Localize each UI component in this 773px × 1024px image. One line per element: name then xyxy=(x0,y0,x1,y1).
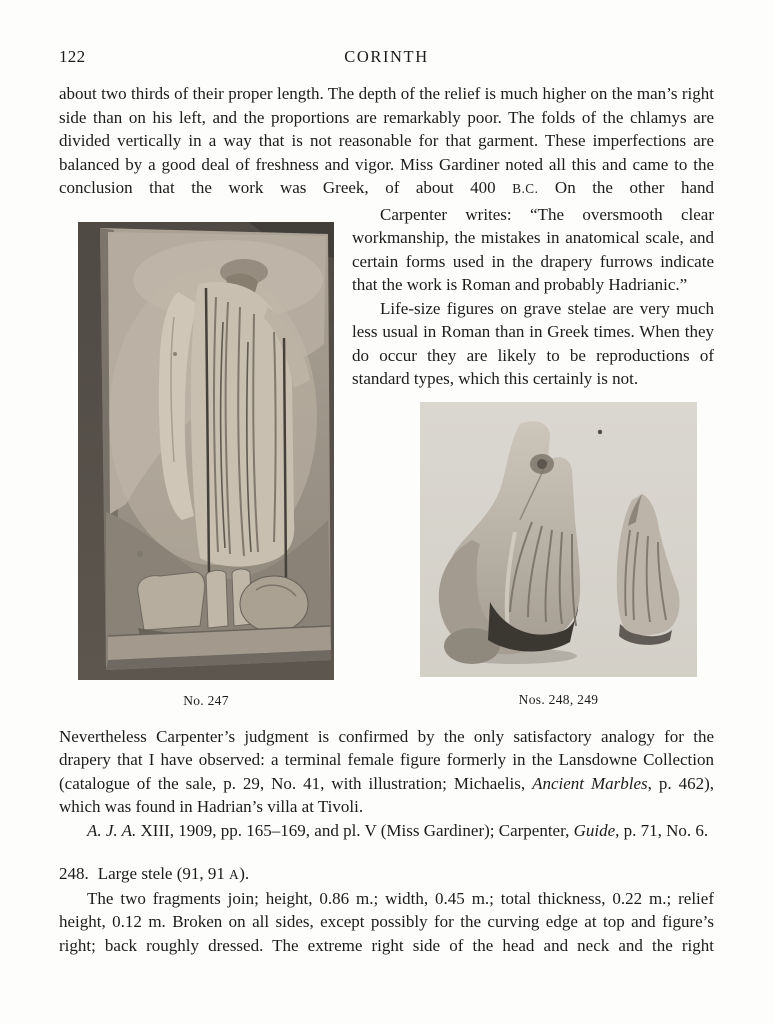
caption-nos-248-249: Nos. 248, 249 xyxy=(518,691,599,707)
stele-photo-no-247 xyxy=(78,222,334,680)
fragments-photo-nos-248-249 xyxy=(420,402,697,677)
entry-heading-248 xyxy=(59,862,714,887)
figure-row xyxy=(59,203,714,708)
nevertheless-text-start: Nevertheless Carpenter’s judgment is confirmed by the only satisfactory analogy for the drapery that I have observed: a terminal female figure formerly in the Lansdowne Collection (catalogue of the sale, p. 29, No. 41, with illustration; Michaelis, xyxy=(59,726,714,793)
page-number: 122 xyxy=(59,47,86,66)
paragraph-nevertheless xyxy=(59,725,714,819)
reference-text-end: , p. 71, No. 6. xyxy=(615,820,709,840)
intro-text-end: On the other hand xyxy=(538,178,714,197)
right-text-column xyxy=(352,203,714,708)
paragraph-lifesize: Life-size figures on grave stelae are very much less usual in Roman than in Greek times. When they do occur they are likely to be reproductions of standard types, which this certainly is not. xyxy=(352,298,714,388)
nevertheless-text-end: , p. 462), which was found in Hadrian’s villa at Tivoli. xyxy=(59,773,714,816)
page-header xyxy=(59,47,714,67)
left-figure-column xyxy=(59,203,352,708)
paragraph-carpenter-quote: Carpenter writes: “The oversmooth clear workmanship, the mistakes in anatomical scale, and certain forms used in the drapery furrows indicate that the work is Roman and probably Hadrianic.” xyxy=(352,204,714,294)
paragraph-reference xyxy=(59,819,714,843)
guide-italic: Guide xyxy=(573,820,616,840)
reference-text-mid: XIII, 1909, pp. 165–169, and pl. V (Miss Gardiner); Carpenter, xyxy=(136,820,574,840)
entry-a-smallcap: A xyxy=(229,867,240,882)
caption-no-247: No. 247 xyxy=(183,692,229,708)
paragraph-fragments-description: The two fragments join; height, 0.86 m.; width, 0.45 m.; total thickness, 0.22 m.; relief height, 0.12 m. Broken on all sides, except possibly for the curving edge at top and figure’s right; back roughly dressed. The extreme right side of the head and neck and the right xyxy=(59,888,714,955)
intro-text-start: about two thirds of their proper length. The depth of the relief is much higher on the man’s right side than on his left, and the proportions are remarkably poor. The folds of the chlamys are divided vertically in a way that is not reasonable for that garment. These imperfections are balanced by a good deal of freshness and vigor. Miss Gardiner noted all this and came to the conclusion that the work was Greek, of about 400 xyxy=(59,84,714,197)
paragraph-intro xyxy=(59,82,714,201)
running-title: CORINTH xyxy=(344,47,429,66)
intro-bc-smallcaps: B.C. xyxy=(512,181,539,196)
ancient-marbles-italic: Ancient Marbles xyxy=(532,773,648,793)
entry-title-start: Large stele (91, 91 xyxy=(97,864,230,883)
entry-title-end: ). xyxy=(239,864,250,883)
entry-number: 248. xyxy=(59,864,89,883)
aja-italic: A. J. A. xyxy=(87,820,137,840)
